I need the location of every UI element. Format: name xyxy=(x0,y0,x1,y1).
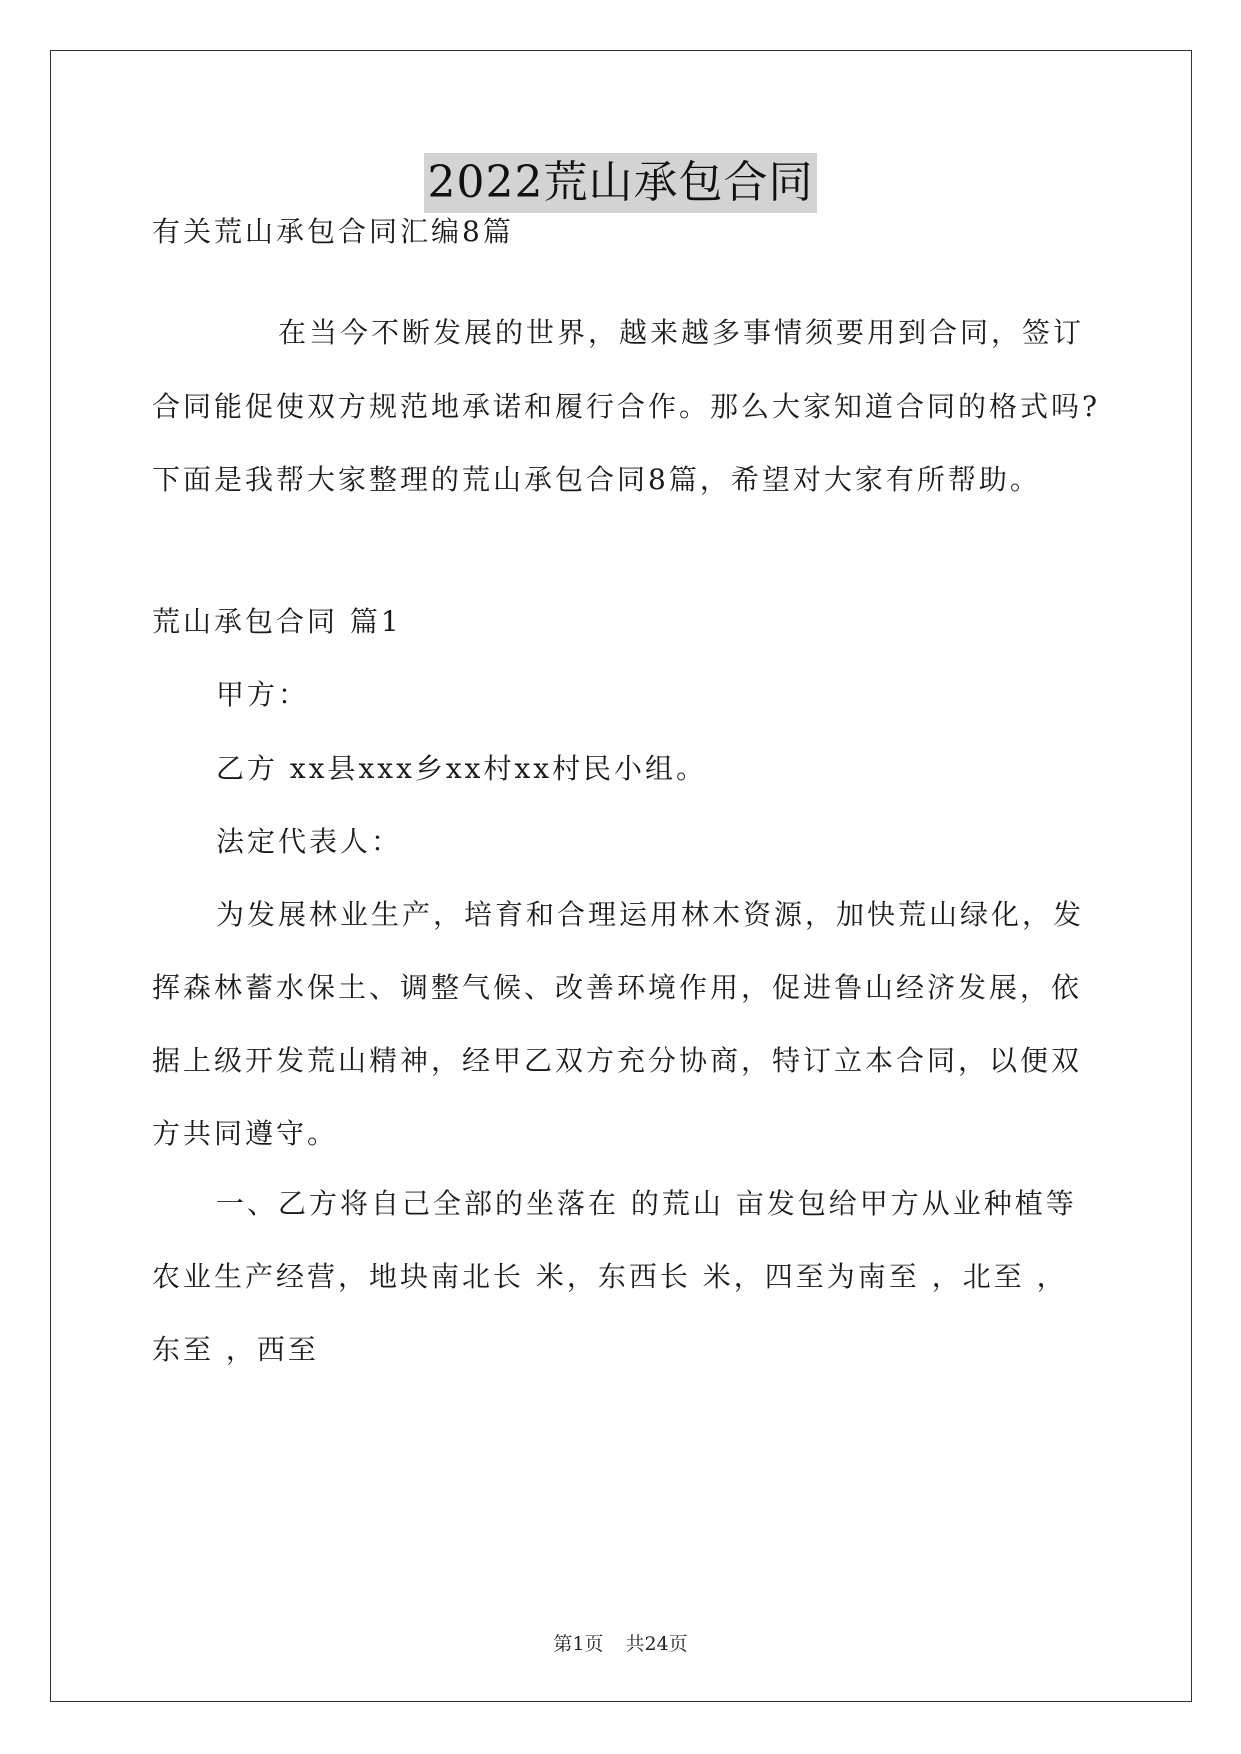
document-title[interactable]: 2022荒山承包合同 xyxy=(424,153,818,213)
intro-line-2[interactable]: 合同能促使双方规范地承诺和履行合作。那么大家知道合同的格式吗? xyxy=(152,390,1101,423)
document-subtitle[interactable]: 有关荒山承包合同汇编8篇 xyxy=(152,215,514,248)
party-b-line[interactable]: 乙方 xx县xxx乡xx村xx村民小组。 xyxy=(216,752,708,785)
page-footer xyxy=(0,1631,1241,1657)
page-number-current: 第1页 xyxy=(553,1633,604,1655)
section-heading[interactable]: 荒山承包合同 篇1 xyxy=(152,605,402,638)
purpose-line-1[interactable]: 为发展林业生产，培育和合理运用林木资源，加快荒山绿化，发 xyxy=(216,898,1085,931)
page-number-total: 共24页 xyxy=(625,1633,688,1655)
clause1-line-1[interactable]: 一、乙方将自己全部的坐落在 的荒山 亩发包给甲方从业种植等 xyxy=(216,1187,1077,1220)
legal-rep-line[interactable]: 法定代表人： xyxy=(216,825,403,858)
party-a-line[interactable]: 甲方： xyxy=(216,678,310,711)
intro-line-3[interactable]: 下面是我帮大家整理的荒山承包合同8篇，希望对大家有所帮助。 xyxy=(152,463,1041,496)
purpose-line-2[interactable]: 挥森林蓄水保土、调整气候、改善环境作用，促进鲁山经济发展，依 xyxy=(152,971,1083,1004)
intro-line-1[interactable]: 在当今不断发展的世界，越来越多事情须要用到合同，签订 xyxy=(278,316,1085,349)
clause1-line-2[interactable]: 农业生产经营，地块南北长 米，东西长 米，四至为南至 ，北至 ， xyxy=(152,1260,1068,1293)
title-container xyxy=(0,153,1241,213)
purpose-line-3[interactable]: 据上级开发荒山精神，经甲乙双方充分协商，特订立本合同，以便双 xyxy=(152,1044,1083,1077)
page-border xyxy=(50,50,1192,1702)
clause1-line-3[interactable]: 东至 ，西至 xyxy=(152,1333,319,1366)
purpose-line-4[interactable]: 方共同遵守。 xyxy=(152,1117,339,1150)
